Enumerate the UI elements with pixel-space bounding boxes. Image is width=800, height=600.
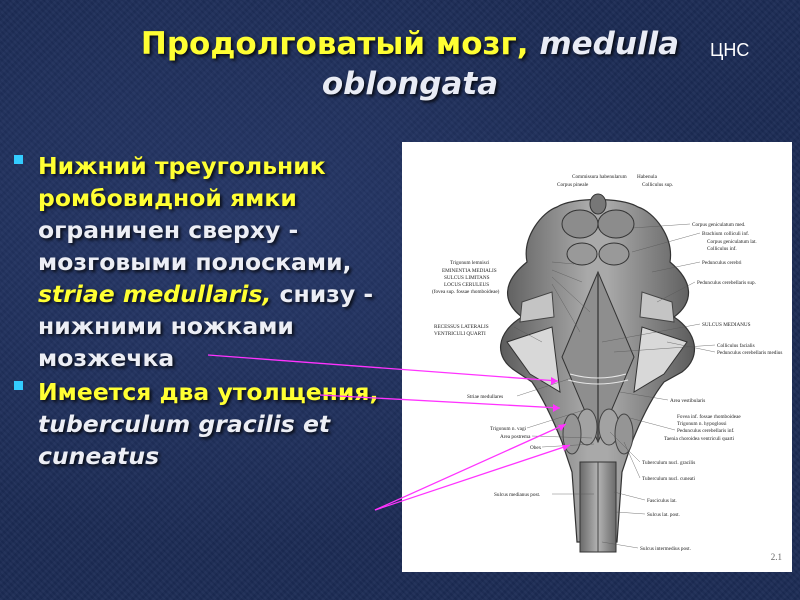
label-brachium-colliculi-inf: Brachium colliculi inf. — [702, 231, 750, 237]
title-russian: Продолговатый мозг, — [140, 26, 540, 62]
bullet-item-triangle — [8, 150, 398, 374]
label-pedunculus-cerebellaris-medius: Pedunculus cerebellaris medius — [717, 350, 783, 356]
label-tuberculum-cuneati: Tuberculum nucl. cuneati — [642, 476, 695, 482]
square-bullet-icon — [14, 381, 23, 390]
label-sulcus-medianus-post: Sulcus medianus post. — [494, 492, 541, 498]
label-corpus-geniculatum-med: Corpus geniculatum med. — [692, 222, 746, 228]
bullet-2-latin: tuberculum gracilis et cuneatus — [38, 410, 331, 470]
label-corpus-geniculatum-lat: Corpus geniculatum lat. — [707, 239, 757, 245]
label-colliculus-facialis: Colliculus facialis — [717, 343, 755, 349]
label-fovea-inf: Fovea inf. fossae rhomboideae — [677, 414, 741, 420]
bullet-list — [8, 150, 398, 472]
label-locus-ceruleus: LOCUS CERULEUS — [444, 282, 490, 288]
label-pedunculus-cerebellaris-sup: Pedunculus cerebellaris sup. — [697, 280, 756, 286]
label-area-vestibularis: Area vestibularis — [670, 398, 706, 404]
label-eminentia-medialis: EMINENTIA MEDIALIS — [442, 268, 497, 274]
bullet-1-latin: striae medullaris, — [38, 280, 272, 308]
label-colliculus-sup: Colliculus sup. — [642, 182, 674, 188]
label-sulcus-lat-post: Sulcus lat. post. — [647, 512, 680, 518]
label-recessus-lateralis: RECESSUS LATERALIS — [434, 324, 489, 330]
bullet-1-text-b: снизу - нижними ножками мозжечка — [38, 280, 374, 372]
label-taenia-choroidea: Taenia choroidea ventriculi quarti — [664, 436, 735, 442]
label-trigonum-vagi: Trigonum n. vagi — [490, 426, 526, 432]
label-ventriculi-quarti: VENTRICULI QUARTI — [434, 331, 486, 337]
label-striae-medullares: Striae medullares — [467, 394, 504, 400]
label-habenula: Habenula — [637, 174, 657, 180]
label-commissura-habenularum: Commissura habenularum — [572, 174, 627, 180]
square-bullet-icon — [14, 155, 23, 164]
slide-title — [110, 24, 710, 104]
label-sulcus-limitans: SULCUS LIMITANS — [444, 275, 490, 281]
label-trigonum-lemnisci: Trigonum lemnisci — [450, 260, 490, 266]
label-colliculus-inf: Colliculus inf. — [707, 246, 737, 252]
title-latin: medulla oblongata — [321, 26, 680, 102]
label-pedunculus-cerebri: Pedunculus cerebri — [702, 260, 742, 266]
bullet-2-lead: Имеется два утолщения, — [38, 378, 379, 406]
label-fasciculus-lat: Fasciculus lat. — [647, 498, 677, 504]
bullet-1-text-a: ограничен сверху - мозговыми полосками, — [38, 216, 352, 276]
label-pedunculus-cerebellaris-inf: Pedunculus cerebellaris inf. — [677, 428, 735, 434]
label-area-postrema: Area postrema — [500, 434, 531, 440]
bullet-item-tubercles — [8, 376, 398, 472]
figure-number: 2.1 — [770, 552, 782, 562]
label-corpus-pineale: Corpus pineale — [557, 182, 589, 188]
label-sulcus-medianus: SULCUS MEDIANUS — [702, 322, 751, 328]
label-fovea-sup: (fovea sup. fossae rhomboideae) — [432, 289, 500, 295]
label-obex: Obex — [530, 445, 542, 451]
label-sulcus-intermedius-post: Sulcus intermedius post. — [640, 546, 691, 552]
leader-lines — [402, 142, 792, 572]
label-tuberculum-gracilis: Tuberculum nucl. gracilis — [642, 460, 696, 466]
brainstem-illustration — [402, 142, 792, 572]
bullet-1-lead: Нижний треугольник ромбовидной ямки — [38, 152, 326, 212]
section-tag: ЦНС — [710, 40, 750, 60]
label-trigonum-hypoglossi: Trigonum n. hypoglossi — [677, 421, 727, 427]
